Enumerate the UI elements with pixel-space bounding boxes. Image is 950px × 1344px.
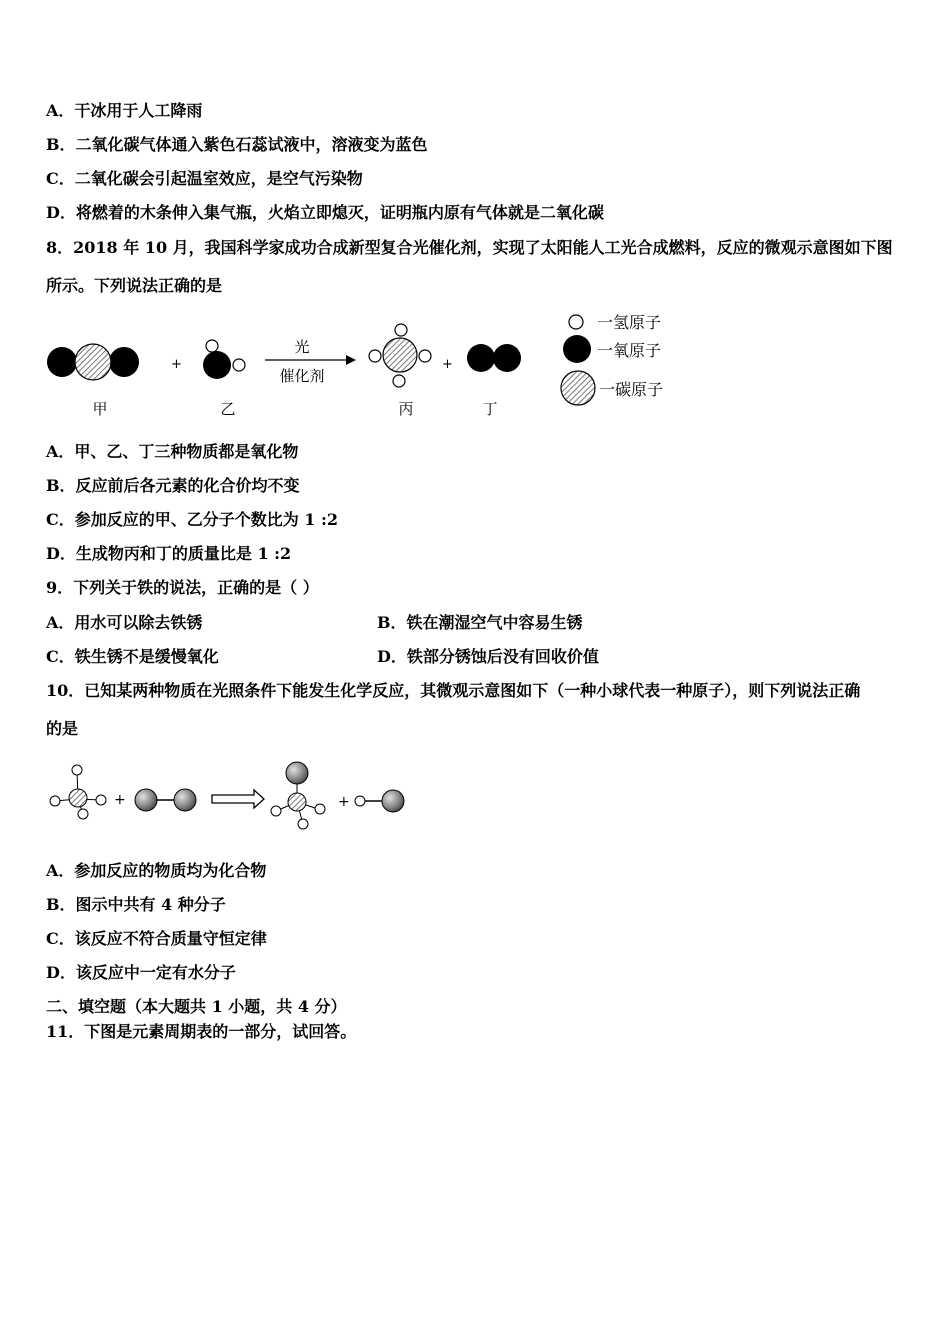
q8-reaction-diagram [40, 308, 700, 428]
q8-plus-2: + [442, 357, 453, 372]
q10-molecule-2 [135, 789, 196, 811]
q10-plus-2: + [338, 794, 350, 810]
q8-molecule-yi [203, 340, 245, 379]
q10-option-d: D．该反应中一定有水分子 [46, 963, 236, 982]
q9-stem: 9．下列关于铁的说法，正确的是（ ） [46, 578, 319, 597]
q10-stem-line2: 的是 [46, 719, 79, 738]
legend-hydrogen: 一氢原子 [597, 313, 662, 332]
q7-option-d: D．将燃着的木条伸入集气瓶，火焰立即熄灭，证明瓶内原有气体就是二氧化碳 [46, 203, 604, 222]
q8-condition-light: 光 [294, 338, 310, 356]
q10-stem-line1: 10．已知某两种物质在光照条件下能发生化学反应，其微观示意图如下（一种小球代表一种原子），则下列说法正确 [46, 681, 861, 700]
q8-reaction-arrow [265, 355, 356, 365]
q8-label-ding: 丁 [482, 400, 498, 418]
q10-molecule-4 [355, 790, 404, 812]
q9-option-a: A．用水可以除去铁锈 [46, 613, 203, 632]
q8-option-a: A．甲、乙、丁三种物质都是氧化物 [46, 442, 299, 461]
q10-option-b: B．图示中共有 4 种分子 [46, 895, 226, 914]
q8-stem-line2: 所示。下列说法正确的是 [46, 276, 223, 295]
q10-molecule-3 [271, 762, 325, 829]
q8-molecule-bing [369, 324, 431, 387]
section2-heading: 二、填空题（本大题共 1 小题，共 4 分） [46, 997, 347, 1016]
q8-option-d: D．生成物丙和丁的质量比是 1 :2 [46, 544, 292, 563]
q7-option-a: A．干冰用于人工降雨 [46, 101, 203, 120]
q10-reaction-arrow [212, 790, 264, 808]
q11-stem: 11．下图是元素周期表的一部分，试回答。 [46, 1022, 357, 1041]
q8-molecule-ding [467, 344, 521, 372]
q10-reaction-diagram [40, 755, 420, 835]
q9-option-d: D．铁部分锈蚀后没有回收价值 [377, 647, 599, 666]
q8-molecule-jia [47, 344, 139, 380]
q8-plus-1: + [171, 357, 182, 372]
q9-option-b: B．铁在潮湿空气中容易生锈 [377, 613, 583, 632]
q8-label-jia: 甲 [92, 400, 108, 418]
q8-option-c: C．参加反应的甲、乙分子个数比为 1 :2 [46, 510, 339, 529]
q7-option-b: B．二氧化碳气体通入紫色石蕊试液中，溶液变为蓝色 [46, 135, 428, 154]
legend-carbon: 一碳原子 [599, 380, 664, 399]
q9-option-c: C．铁生锈不是缓慢氧化 [46, 647, 219, 666]
q8-label-yi: 乙 [220, 400, 236, 418]
q8-condition-catalyst: 催化剂 [279, 367, 325, 385]
q8-legend [561, 313, 663, 405]
q7-option-c: C．二氧化碳会引起温室效应，是空气污染物 [46, 169, 363, 188]
q10-molecule-1 [50, 765, 106, 819]
q10-option-a: A．参加反应的物质均为化合物 [46, 861, 267, 880]
q8-label-bing: 丙 [398, 400, 414, 418]
q10-plus-1: + [114, 792, 126, 808]
q10-option-c: C．该反应不符合质量守恒定律 [46, 929, 267, 948]
q8-stem-line1: 8．2018 年 10 月，我国科学家成功合成新型复合光催化剂，实现了太阳能人工光合成燃料，反应的微观示意图如下图 [46, 238, 893, 257]
q8-option-b: B．反应前后各元素的化合价均不变 [46, 476, 300, 495]
legend-oxygen: 一氧原子 [597, 341, 662, 360]
